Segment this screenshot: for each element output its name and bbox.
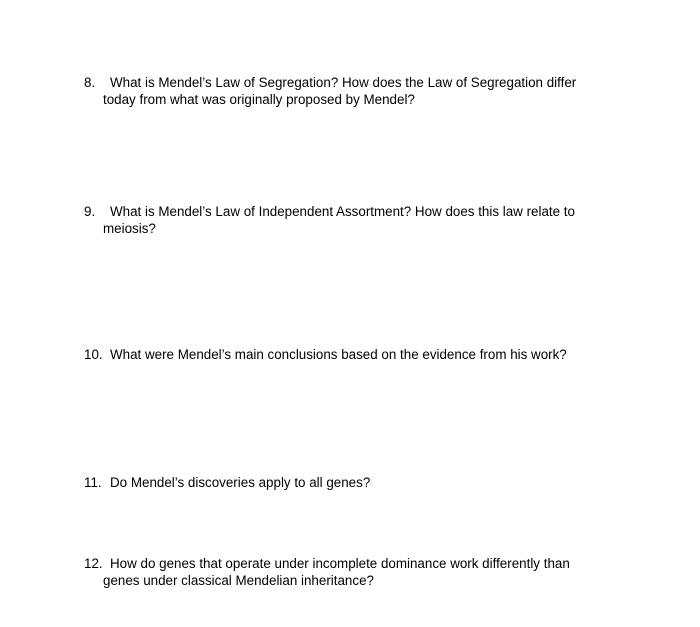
question-number: 12. xyxy=(84,556,103,571)
question-number: 9. xyxy=(84,204,96,219)
question-11 xyxy=(84,474,644,491)
question-text: How do genes that operate under incomplete dominance work differently than xyxy=(110,556,570,571)
question-text: What were Mendel’s main conclusions based on the evidence from his work? xyxy=(110,347,567,362)
question-text: Do Mendel’s discoveries apply to all genes? xyxy=(110,475,371,490)
question-12 xyxy=(84,555,644,589)
question-9 xyxy=(84,203,644,237)
question-number: 10. xyxy=(84,347,103,362)
question-number: 11. xyxy=(84,475,102,490)
question-text-continued: meiosis? xyxy=(103,221,156,236)
question-8 xyxy=(84,74,644,108)
question-text-continued: today from what was originally proposed by Mendel? xyxy=(103,92,415,107)
question-text-continued: genes under classical Mendelian inheritance? xyxy=(103,573,374,588)
question-10 xyxy=(84,346,644,363)
question-text: What is Mendel’s Law of Segregation? How does the Law of Segregation differ xyxy=(110,75,577,90)
question-text: What is Mendel’s Law of Independent Assortment? How does this law relate to xyxy=(110,204,575,219)
question-number: 8. xyxy=(84,75,96,90)
